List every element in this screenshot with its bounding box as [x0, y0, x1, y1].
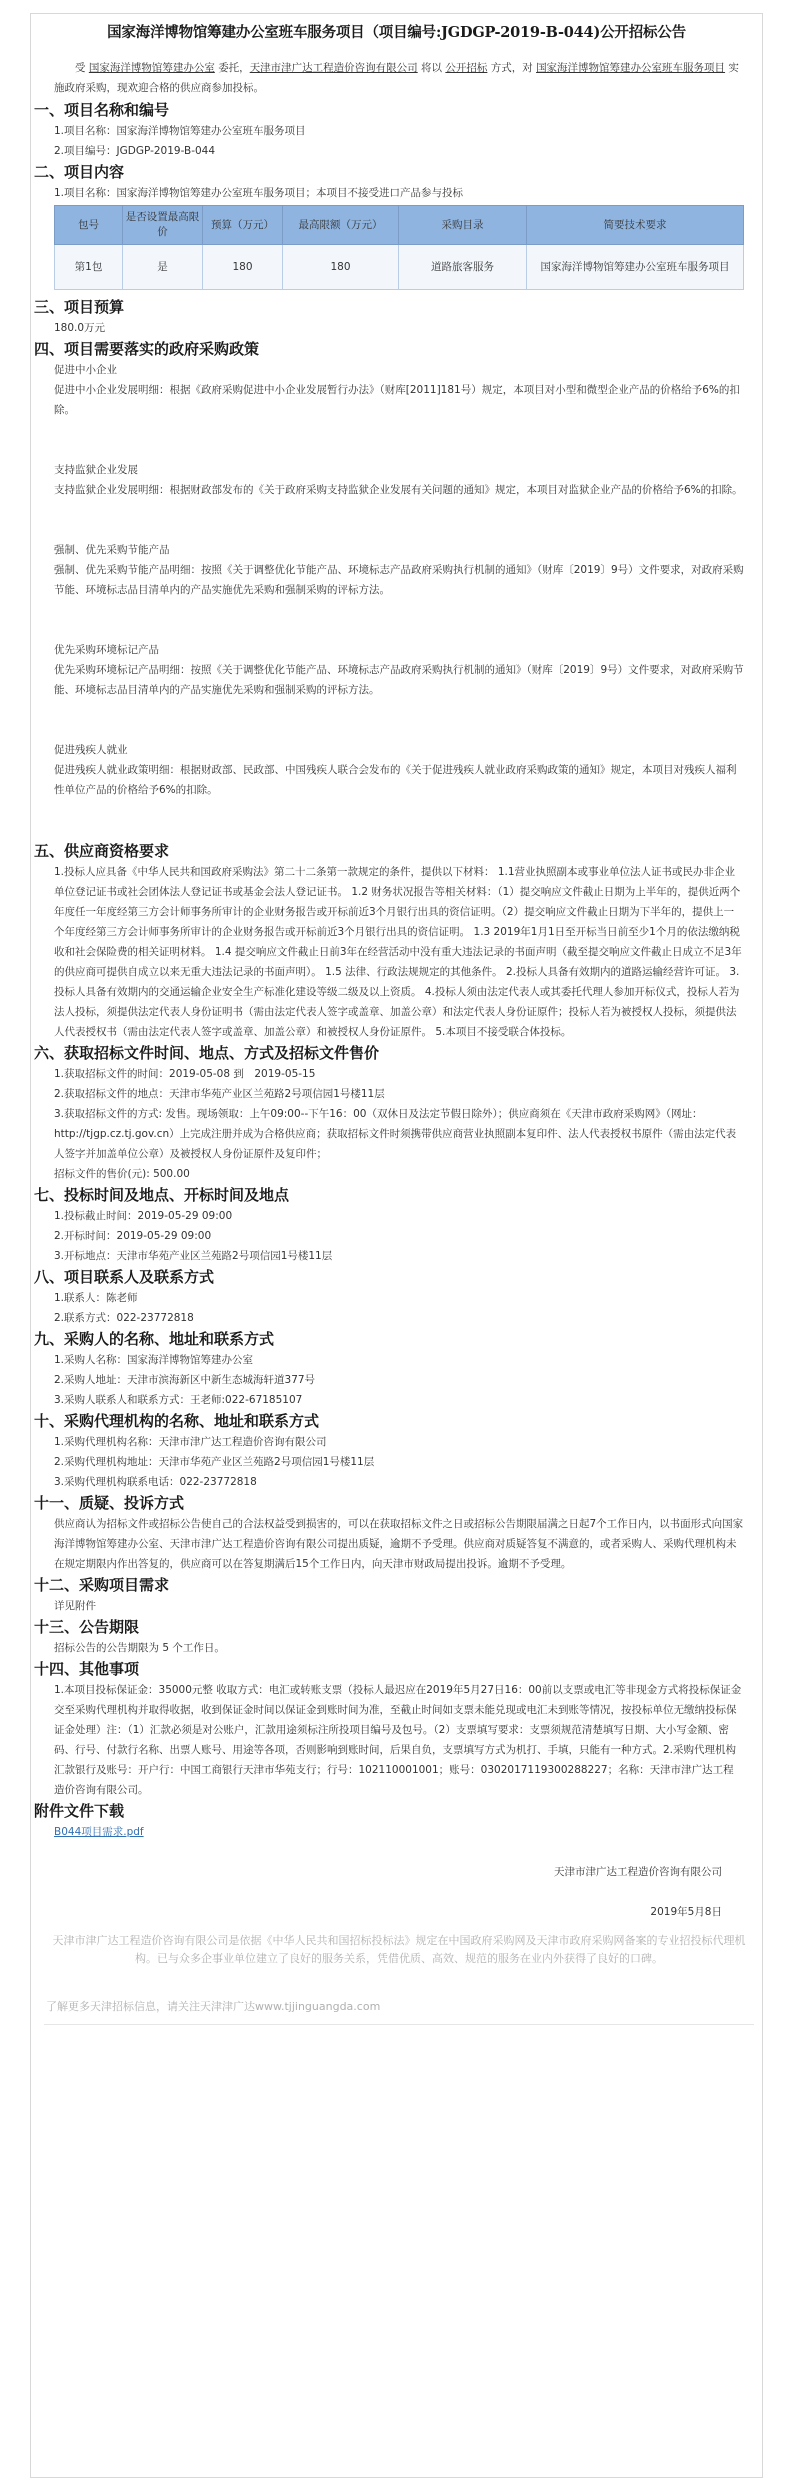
- footer-more[interactable]: 了解更多天津招标信息，请关注天津津广达www.tjjinguangda.com: [46, 2000, 381, 2013]
- table-header: 最高限额（万元）: [283, 206, 399, 245]
- doc-method-line: 3.获取招标文件的方式: 发售。现场领取：上午09:00--下午16：00（双休日及法定节假日除外）；供应商须在《天津市政府采购网》（网址：http://tjgp.cz.tj.gov.cn）上完成注册并成为合格供应商；获取招标文件时须携带供应商营业执照副本复印件、法人代表授权书原件（需由法定代表人签字并加盖单位公章）及被授权人身份证原件及复印件；: [54, 1108, 737, 1160]
- table-header: 包号: [55, 206, 123, 245]
- doc-price-line: 招标文件的售价(元): 500.00: [54, 1168, 190, 1180]
- section-heading: 八、项目联系人及联系方式: [34, 1268, 215, 1286]
- table-header: 预算（万元）: [203, 206, 283, 245]
- section-heading: 七、投标时间及地点、开标时间及地点: [34, 1186, 290, 1204]
- buyer-address-line: 2.采购人地址：天津市滨海新区中新生态城海轩道377号: [54, 1374, 316, 1386]
- contact-phone-line: 2.联系方式：022-23772818: [54, 1312, 194, 1324]
- project-number-line: 2.项目编号：JGDGP-2019-B-044: [54, 145, 216, 157]
- table-cell: 第1包: [55, 245, 123, 290]
- section-heading: 九、采购人的名称、地址和联系方式: [34, 1330, 275, 1348]
- doc-time-line: 1.获取招标文件的时间：2019-05-08 到 2019-05-15: [54, 1068, 316, 1080]
- policy-title: 优先采购环境标记产品: [54, 644, 159, 656]
- notice-content: [34, 58, 746, 2025]
- table-cell: 是: [123, 245, 203, 290]
- agency-name-line: 1.采购代理机构名称：天津市津广达工程造价咨询有限公司: [54, 1436, 327, 1448]
- other-matters-body: 1.本项目投标保证金：35000元整 收取方式：电汇或转账支票（投标人最迟应在2019年5月27日16：00前以支票或电汇等非现金方式将投标保证金交至采购代理机构并取得收据，收到保证金时间以保证金到账时间为准，至截止时间如支票未能兑现或电汇未到账等情况，按投标单位无缴纳投标保证金处理）注：（1）汇款必须是对公账户，汇款用途须标注所投项目编号及包号。（2）支票填写要求：支票须规范清楚填写日期、大小写金额、密码、行号、付款行名称、出票人账号、用途等各项，否则影响到账时间，后果自负，支票填写方式为机打、手填，只能有一种方式。2.采购代理机构汇款银行及账号：开户行：中国工商银行天津市华苑支行；行号：102110001001；账号：0302017119300288227；名称：天津市津广达工程造价咨询有限公司。: [54, 1684, 742, 1796]
- footer-divider: [44, 2024, 754, 2025]
- table-header: 采购目录: [399, 206, 527, 245]
- policy-body: 促进残疾人就业政策明细：根据财政部、民政部、中国残疾人联合会发布的《关于促进残疾人就业政府采购政策的通知》规定，本项目对残疾人福利性单位产品的价格给予6%的扣除。: [54, 764, 737, 796]
- section-heading: 四、项目需要落实的政府采购政策: [34, 340, 260, 358]
- contact-person-line: 1.联系人：陈老师: [54, 1292, 138, 1304]
- policy-body: 强制、优先采购节能产品明细：按照《关于调整优化节能产品、环境标志产品政府采购执行机制的通知》（财库〔2019〕9号）文件要求，对政府采购节能、环境标志品目清单内的产品实施优先采购和强制采购的评标方法。: [54, 564, 744, 596]
- intro-method: 公开招标: [445, 62, 488, 74]
- open-time-line: 2.开标时间：2019-05-29 09:00: [54, 1230, 212, 1242]
- section-heading: 十一、质疑、投诉方式: [34, 1494, 185, 1512]
- section-heading: 五、供应商资格要求: [34, 842, 170, 860]
- intro-text-1: 受: [75, 62, 86, 74]
- intro-text-2: 委托，: [218, 62, 250, 74]
- open-place-line: 3.开标地点：天津市华苑产业区兰苑路2号项信园1号楼11层: [54, 1250, 333, 1262]
- table-header: 是否设置最高限价: [123, 206, 203, 245]
- intro-agency: 天津市津广达工程造价咨询有限公司: [249, 62, 418, 74]
- policy-body: 优先采购环境标记产品明细：按照《关于调整优化节能产品、环境标志产品政府采购执行机制的通知》（财库〔2019〕9号）文件要求，对政府采购节能、环境标志品目清单内的产品实施优先采购和强制采购的评标方法。: [54, 664, 744, 696]
- package-table: [54, 205, 744, 290]
- intro-text-4: 方式，对: [490, 62, 533, 74]
- buyer-contact-line: 3.采购人联系人和联系方式：王老师:022-67185107: [54, 1394, 303, 1406]
- policy-title: 促进残疾人就业: [54, 744, 128, 756]
- section-heading: 十、采购代理机构的名称、地址和联系方式: [34, 1412, 320, 1430]
- section-heading: 二、项目内容: [34, 163, 125, 181]
- table-cell: 180: [283, 245, 399, 290]
- section-heading: 十四、其他事项: [34, 1660, 140, 1678]
- doc-place-line: 2.获取招标文件的地点：天津市华苑产业区兰苑路2号项信园1号楼11层: [54, 1088, 385, 1100]
- intro-client: 国家海洋博物馆筹建办公室: [88, 62, 215, 74]
- section-heading: 三、项目预算: [34, 298, 125, 316]
- section-heading: 一、项目名称和编号: [34, 101, 170, 119]
- policy-title: 支持监狱企业发展: [54, 464, 138, 476]
- bid-deadline-line: 1.投标截止时间：2019-05-29 09:00: [54, 1210, 233, 1222]
- section-heading: 附件文件下载: [34, 1802, 125, 1820]
- policy-body: 支持监狱企业发展明细：根据财政部发布的《关于政府采购支持监狱企业发展有关问题的通知》规定，本项目对监狱企业产品的价格给予6%的扣除。: [54, 484, 743, 496]
- complaint-body: 供应商认为招标文件或招标公告使自己的合法权益受到损害的，可以在获取招标文件之日或招标公告期限届满之日起7个工作日内，以书面形式向国家海洋博物馆筹建办公室、天津市津广达工程造价咨询有限公司提出质疑，逾期不予受理。供应商对质疑答复不满意的，或者采购人、采购代理机构未在规定期限内作出答复的，供应商可以在答复期满后15个工作日内，向天津市财政局提出投诉。逾期不予受理。: [54, 1518, 744, 1570]
- table-cell: 国家海洋博物馆筹建办公室班车服务项目: [527, 245, 744, 290]
- intro-text-3: 将以: [421, 62, 443, 74]
- table-row: [55, 245, 744, 290]
- signature-org: 天津市津广达工程造价咨询有限公司: [554, 1866, 722, 1878]
- intro-text-5: 实施政府采购，现欢迎合格的供应商参加投标。: [54, 62, 739, 94]
- table-header-row: [55, 206, 744, 245]
- policy-title: 强制、优先采购节能产品: [54, 544, 170, 556]
- attachment-link[interactable]: B044项目需求.pdf: [54, 1826, 144, 1838]
- policy-title: 促进中小企业: [54, 364, 117, 376]
- requirements-line: 详见附件: [54, 1600, 96, 1612]
- table-cell: 180: [203, 245, 283, 290]
- section-heading: 十二、采购项目需求: [34, 1576, 170, 1594]
- policy-body: 促进中小企业发展明细：根据《政府采购促进中小企业发展暂行办法》（财库[2011]181号）规定，本项目对小型和微型企业产品的价格给予6%的扣除。: [54, 384, 740, 416]
- agency-address-line: 2.采购代理机构地址：天津市华苑产业区兰苑路2号项信园1号楼11层: [54, 1456, 375, 1468]
- intro-paragraph: [54, 58, 744, 98]
- section-heading: 十三、公告期限: [34, 1618, 140, 1636]
- budget-line: 180.0万元: [54, 322, 106, 334]
- attachment-row: [54, 1822, 744, 1842]
- page-title: 国家海洋博物馆筹建办公室班车服务项目（项目编号:JGDGP-2019-B-044)公开招标公告: [107, 24, 686, 41]
- table-header: 简要技术要求: [527, 206, 744, 245]
- section-heading: 六、获取招标文件时间、地点、方式及招标文件售价: [34, 1044, 380, 1062]
- project-name-line: 1.项目名称：国家海洋博物馆筹建办公室班车服务项目: [54, 125, 306, 137]
- signature-date: 2019年5月8日: [650, 1906, 722, 1918]
- intro-project: 国家海洋博物馆筹建办公室班车服务项目: [536, 62, 726, 74]
- notice-period-line: 招标公告的公告期限为 5 个工作日。: [54, 1642, 225, 1654]
- buyer-name-line: 1.采购人名称：国家海洋博物馆筹建办公室: [54, 1354, 254, 1366]
- project-content-line: 1.项目名称：国家海洋博物馆筹建办公室班车服务项目；本项目不接受进口产品参与投标: [54, 187, 464, 199]
- agency-phone-line: 3.采购代理机构联系电话：022-23772818: [54, 1476, 257, 1488]
- footer-about: 天津市津广达工程造价咨询有限公司是依据《中华人民共和国招标投标法》规定在中国政府采购网及天津市政府采购网备案的专业招投标代理机构。已与众多企事业单位建立了良好的服务关系，凭借优质、高效、规范的服务在业内外获得了良好的口碑。: [52, 1934, 746, 1965]
- qualification-body: 1.投标人应具备《中华人民共和国政府采购法》第二十二条第一款规定的条件，提供以下材料： 1.1营业执照副本或事业单位法人证书或民办非企业单位登记证书或社会团体法人登记证书或基金会法人登记证书。 1.2 财务状况报告等相关材料：（1）提交响应文件截止日期为上半年的，提供近两个年度任一年度经第三方会计师事务所审计的企业财务报告或开标前近3个月银行出具的资信证明。（2）提交响应文件截止日期为下半年的，提供上一个年度经第三方会计师事务所审计的企业财务报告或开标前近3个月银行出具的资信证明。 1.3 2019年1月1日至开标当日前至少1个月的依法缴纳税收和社会保险费的相关证明材料。 1.4 提交响应文件截止日前3年在经营活动中没有重大违法记录的书面声明（截至提交响应文件截止日成立不足3年的供应商可提供自成立以来无重大违法记录的书面声明）。 1.5 法律、行政法规规定的其他条件。 2.投标人具备有效期内的道路运输经营许可证。 3.投标人具备有效期内的交通运输企业安全生产标准化建设等级二级及以上资质。 4.投标人须由法定代表人或其委托代理人参加开标仪式，投标人若为法人投标，须提供法定代表人身份证明书（需由法定代表人签字或盖章、加盖公章）和法定代表人身份证原件；投标人若为被授权人投标，须提供法人代表授权书（需由法定代表人签字或盖章、加盖公章）和被授权人身份证原件。 5.本项目不接受联合体投标。: [54, 866, 742, 1038]
- table-cell: 道路旅客服务: [399, 245, 527, 290]
